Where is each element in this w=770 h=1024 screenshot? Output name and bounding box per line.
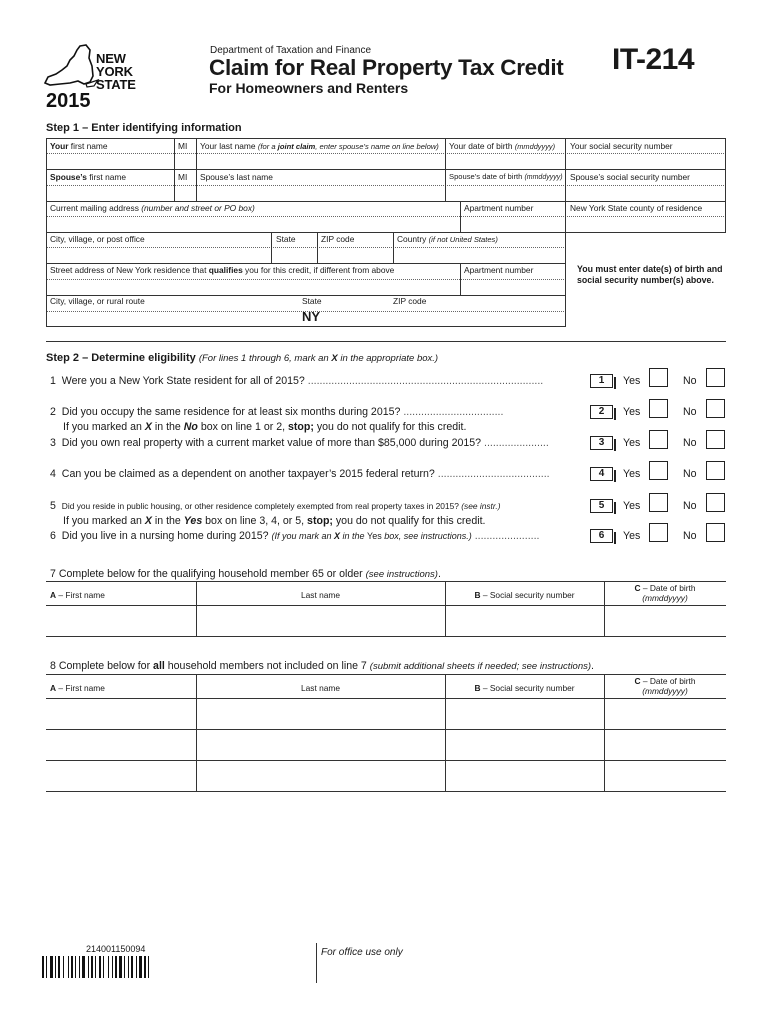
line-5-box: 5 xyxy=(590,499,613,513)
your-last-name-field[interactable] xyxy=(197,154,444,168)
q2-no-checkbox[interactable] xyxy=(706,399,725,418)
spouse-dob-label: Spouse’s date of birth (mmddyyyy) xyxy=(449,172,563,181)
spouse-mi-field[interactable] xyxy=(175,186,195,200)
line7-dob-field[interactable] xyxy=(605,606,726,636)
barcode-bar xyxy=(91,956,93,978)
line8-row2-last-name-field[interactable] xyxy=(197,730,445,760)
line7-last-name-header: Last name xyxy=(300,590,341,600)
country-field[interactable] xyxy=(394,248,564,262)
barcode-bar xyxy=(119,956,122,978)
q4-yes-checkbox[interactable] xyxy=(649,461,668,480)
barcode-bar xyxy=(55,956,56,978)
dob-ssn-note: You must enter date(s) of birth and social security number(s) above. xyxy=(577,264,723,285)
q3-no-checkbox[interactable] xyxy=(706,430,725,449)
county-field[interactable] xyxy=(566,217,724,231)
line8-last-name-header: Last name xyxy=(300,683,341,693)
your-dob-field[interactable] xyxy=(446,154,564,168)
line8-row3-last-name-field[interactable] xyxy=(197,761,445,791)
q1-no-checkbox[interactable] xyxy=(706,368,725,387)
line-3-box: 3 xyxy=(590,436,613,450)
ny-city-field[interactable] xyxy=(47,311,297,325)
ny-apartment-number-label: Apartment number xyxy=(464,265,534,275)
mailing-address-field[interactable] xyxy=(47,217,459,231)
barcode-bar xyxy=(46,956,47,978)
your-ssn-label: Your social security number xyxy=(570,141,673,151)
form-subtitle: For Homeowners and Renters xyxy=(209,80,409,96)
q1-no-label: No xyxy=(683,375,697,387)
step1-title: Step 1 – Enter identifying information xyxy=(46,122,242,134)
barcode-bar xyxy=(112,956,113,978)
q2-stop-instruction: If you marked an X in the No box on line 1 or 2, stop; you do not qualify for this credit. xyxy=(63,421,467,433)
line8-row3-ssn-field[interactable] xyxy=(446,761,604,791)
your-mi-field[interactable] xyxy=(175,154,195,168)
barcode-bar xyxy=(68,956,69,978)
barcode-bar xyxy=(115,956,117,978)
country-label: Country (if not United States) xyxy=(397,234,498,244)
ny-zip-label: ZIP code xyxy=(393,296,427,306)
barcode-bar xyxy=(136,956,137,978)
q2-yes-label: Yes xyxy=(623,406,641,418)
barcode-bar xyxy=(128,956,129,978)
form-number: IT-214 xyxy=(612,43,695,76)
line7-dob-header: C – Date of birth (mmddyyyy) xyxy=(634,583,696,603)
question-3: 3 Did you own real property with a current market value of more than $85,000 during 2015? ...................... xyxy=(50,437,549,449)
your-last-name-label: Your last name (for a joint claim, enter spouse’s name on line below) xyxy=(200,141,439,151)
barcode-bar xyxy=(103,956,104,978)
q5-yes-label: Yes xyxy=(623,500,641,512)
spouse-last-name-label: Spouse’s last name xyxy=(200,172,273,182)
spouse-first-name-field[interactable] xyxy=(47,186,173,200)
line7-ssn-header: B – Social security number xyxy=(474,590,575,600)
state-field[interactable] xyxy=(272,248,316,262)
ny-state-value: NY xyxy=(302,309,321,324)
city-field[interactable] xyxy=(47,248,270,262)
q5-yes-checkbox[interactable] xyxy=(649,493,668,512)
line8-dob-header: C – Date of birth (mmddyyyy) xyxy=(634,676,696,696)
q3-yes-label: Yes xyxy=(623,437,641,449)
q2-no-label: No xyxy=(683,406,697,418)
barcode-bar xyxy=(82,956,85,978)
barcode-bar xyxy=(63,956,64,978)
county-label: New York State county of residence xyxy=(570,203,703,213)
barcode-bar xyxy=(99,956,101,978)
line7-last-name-field[interactable] xyxy=(197,606,445,636)
spouse-last-name-field[interactable] xyxy=(197,186,444,200)
step2-title: Step 2 – Determine eligibility (For lines 1 through 6, mark an X in the appropriate box.) xyxy=(46,352,439,364)
logo-new: NEW xyxy=(96,51,126,66)
spouse-ssn-field[interactable] xyxy=(566,186,724,200)
ny-street-address-label: Street address of New York residence that qualifies you for this credit, if different from above xyxy=(50,265,395,275)
barcode-number: 214001150094 xyxy=(86,944,146,954)
q4-no-label: No xyxy=(683,468,697,480)
your-mi-label: MI xyxy=(178,141,188,151)
q3-yes-checkbox[interactable] xyxy=(649,430,668,449)
mailing-address-label: Current mailing address (number and street or PO box) xyxy=(50,203,255,213)
spouse-ssn-label: Spouse’s social security number xyxy=(570,172,690,182)
q5-no-checkbox[interactable] xyxy=(706,493,725,512)
spouse-first-name-label: Spouse’s first name xyxy=(50,172,127,182)
spouse-dob-field[interactable] xyxy=(446,186,564,200)
line8-ssn-header: B – Social security number xyxy=(474,683,575,693)
state-label: State xyxy=(276,234,296,244)
barcode-bar xyxy=(148,956,149,978)
barcode-bar xyxy=(79,956,80,978)
q6-yes-label: Yes xyxy=(623,530,641,542)
line8-first-name-header: A – First name xyxy=(50,683,105,693)
office-use-label: For office use only xyxy=(321,947,403,958)
line7-first-name-field[interactable] xyxy=(46,606,196,636)
question-4: 4 Can you be claimed as a dependent on another taxpayer’s 2015 federal return? ...................................... xyxy=(50,468,550,480)
barcode-bar xyxy=(144,956,146,978)
barcode-bar xyxy=(124,956,125,978)
your-ssn-field[interactable] xyxy=(566,154,724,168)
line8-row1-dob-field[interactable] xyxy=(605,699,726,729)
line-1-box: 1 xyxy=(590,374,613,388)
barcode-bar xyxy=(88,956,89,978)
barcode-bar xyxy=(58,956,60,978)
ny-street-address-field[interactable] xyxy=(47,280,459,294)
zip-field[interactable] xyxy=(318,248,392,262)
city-label: City, village, or post office xyxy=(50,234,145,244)
barcode-bar xyxy=(75,956,76,978)
line7-ssn-field[interactable] xyxy=(446,606,604,636)
barcode-bar xyxy=(108,956,109,978)
apartment-number-label: Apartment number xyxy=(464,203,534,213)
q5-stop-instruction: If you marked an X in the Yes box on line 3, 4, or 5, stop; you do not qualify for this credit. xyxy=(63,515,486,527)
q4-no-checkbox[interactable] xyxy=(706,461,725,480)
q6-no-checkbox[interactable] xyxy=(706,523,725,542)
barcode-bar xyxy=(50,956,53,978)
spouse-mi-label: MI xyxy=(178,172,188,182)
your-dob-label: Your date of birth (mmddyyyy) xyxy=(449,141,556,151)
form-title: Claim for Real Property Tax Credit xyxy=(209,55,564,80)
apartment-number-field[interactable] xyxy=(461,217,564,231)
line-8-title: 8 Complete below for all household members not included on line 7 (submit additional sheets if needed; see instructions). xyxy=(50,660,594,672)
ny-city-label: City, village, or rural route xyxy=(50,296,145,306)
barcode xyxy=(42,956,194,978)
line8-row2-dob-field[interactable] xyxy=(605,730,726,760)
q2-yes-checkbox[interactable] xyxy=(649,399,668,418)
line8-row3-first-name-field[interactable] xyxy=(46,761,196,791)
form-year: 2015 xyxy=(46,90,91,112)
line8-row2-ssn-field[interactable] xyxy=(446,730,604,760)
your-first-name-field[interactable] xyxy=(47,154,173,168)
line8-row2-first-name-field[interactable] xyxy=(46,730,196,760)
line-4-box: 4 xyxy=(590,467,613,481)
barcode-bar xyxy=(42,956,44,978)
barcode-bar xyxy=(95,956,96,978)
line8-row1-ssn-field[interactable] xyxy=(446,699,604,729)
q4-yes-label: Yes xyxy=(623,468,641,480)
ny-apartment-number-field[interactable] xyxy=(461,280,564,294)
line8-row1-last-name-field[interactable] xyxy=(197,699,445,729)
question-5: 5 Did you reside in public housing, or other residence completely exempted from real property taxes in 2015? (see instr.) xyxy=(50,500,501,512)
nys-logo xyxy=(40,44,152,116)
line8-row1-first-name-field[interactable] xyxy=(46,699,196,729)
line-6-box: 6 xyxy=(590,529,613,543)
department-name: Department of Taxation and Finance xyxy=(210,45,372,56)
line-2-box: 2 xyxy=(590,405,613,419)
line-7-title: 7 Complete below for the qualifying household member 65 or older (see instructions). xyxy=(50,568,441,580)
q3-no-label: No xyxy=(683,437,697,449)
your-first-name-label: Your first name xyxy=(50,141,108,151)
new-york-state-map-icon xyxy=(40,44,100,92)
barcode-bar xyxy=(139,956,142,978)
q1-yes-label: Yes xyxy=(623,375,641,387)
ny-state-label: State xyxy=(302,296,322,306)
q5-no-label: No xyxy=(683,500,697,512)
question-1: 1 Were you a New York State resident for all of 2015? ................................................................................ xyxy=(50,375,544,387)
q6-no-label: No xyxy=(683,530,697,542)
barcode-bar xyxy=(131,956,133,978)
question-2: 2 Did you occupy the same residence for at least six months during 2015? .................................. xyxy=(50,406,504,418)
logo-york: YORK xyxy=(96,64,133,79)
q1-yes-checkbox[interactable] xyxy=(649,368,668,387)
line7-first-name-header: A – First name xyxy=(50,590,105,600)
line8-row3-dob-field[interactable] xyxy=(605,761,726,791)
zip-label: ZIP code xyxy=(321,234,355,244)
question-6: 6 Did you live in a nursing home during 2015? (If you mark an X in the Yes box, see instructions.) ...................... xyxy=(50,530,540,542)
barcode-bar xyxy=(71,956,73,978)
logo-state: STATE xyxy=(96,77,136,92)
q6-yes-checkbox[interactable] xyxy=(649,523,668,542)
ny-zip-field[interactable] xyxy=(390,311,564,325)
